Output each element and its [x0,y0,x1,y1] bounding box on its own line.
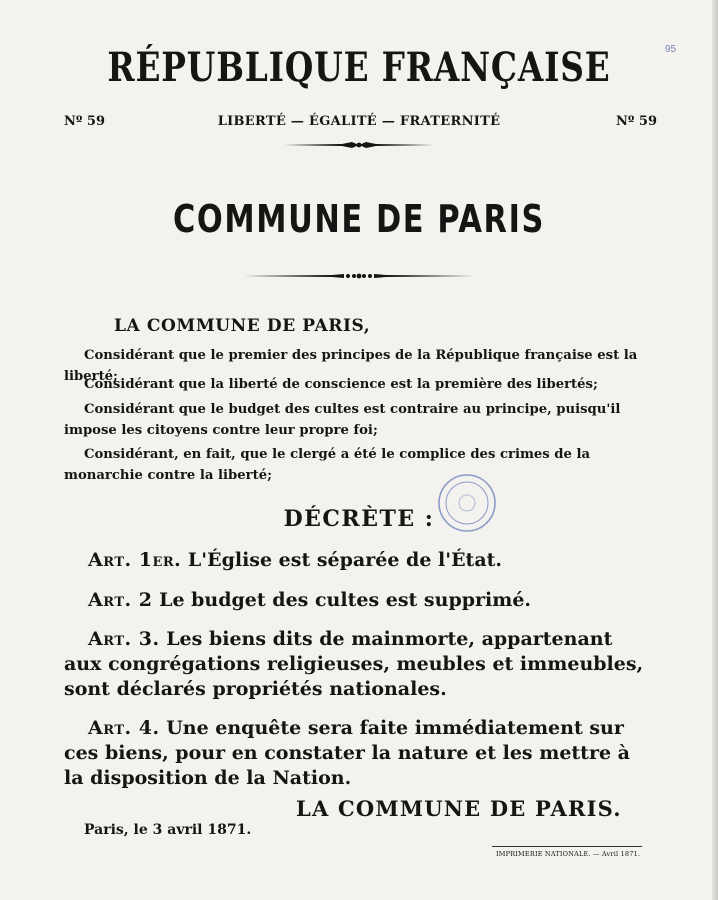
article-4 [64,716,654,791]
poster-number-right: Nº 59 [616,114,657,129]
poster-number-left: Nº 59 [64,114,105,129]
considerant-1: Considérant que le premier des principes de la République française est la liberté; [64,348,638,384]
article-2-text: Le budget des cultes est supprimé. [159,589,532,611]
dateline: Paris, le 3 avril 1871. [84,822,252,838]
article-1 [64,548,654,573]
article-3 [64,627,654,702]
signature: LA COMMUNE DE PARIS. [296,796,622,821]
imprint-rule [492,846,642,847]
article-2 [64,588,654,613]
considerant-3: Considérant que le budget des cultes est contraire au principe, puisqu'il impose les citoyens contre leur propre foi; [64,402,621,438]
article-4-text: Une enquête sera faite immédiatement sur ces biens, pour en constater la nature et les mettre à la disposition de la Nation. [64,717,630,789]
article-2-label: Art. 2 [88,589,153,611]
considerant-2: Considérant que la liberté de conscience est la première des libertés; [84,377,598,392]
printer-imprint: IMPRIMERIE NATIONALE. — Avril 1871. [496,850,641,858]
article-4-label: Art. 4. [88,717,160,739]
poster-title: COMMUNE DE PARIS [173,197,545,241]
paper-edge [712,0,718,900]
ornament-rule-middle [244,270,474,282]
considerant-4: Considérant, en fait, que le clergé a été le complice des crimes de la monarchie contre la liberté; [64,447,591,483]
article-1-text: L'Église est séparée de l'État. [187,549,503,571]
republic-motto: LIBERTÉ — ÉGALITÉ — FRATERNITÉ [217,114,501,129]
ornament-rule-top [284,138,434,152]
decree-heading: DÉCRÈTE : [283,506,435,532]
article-1-label: Art. 1er. [88,549,182,571]
article-3-text: Les biens dits de mainmorte, appartenant aux congrégations religieuses, meubles et immeubles, sont déclarés propriétés nationales. [64,628,644,700]
preamble-heading: LA COMMUNE DE PARIS, [114,316,371,336]
article-3-label: Art. 3. [88,628,160,650]
republic-heading: RÉPUBLIQUE FRANÇAISE [107,44,611,91]
archive-pencil-number: 95 [665,44,677,55]
